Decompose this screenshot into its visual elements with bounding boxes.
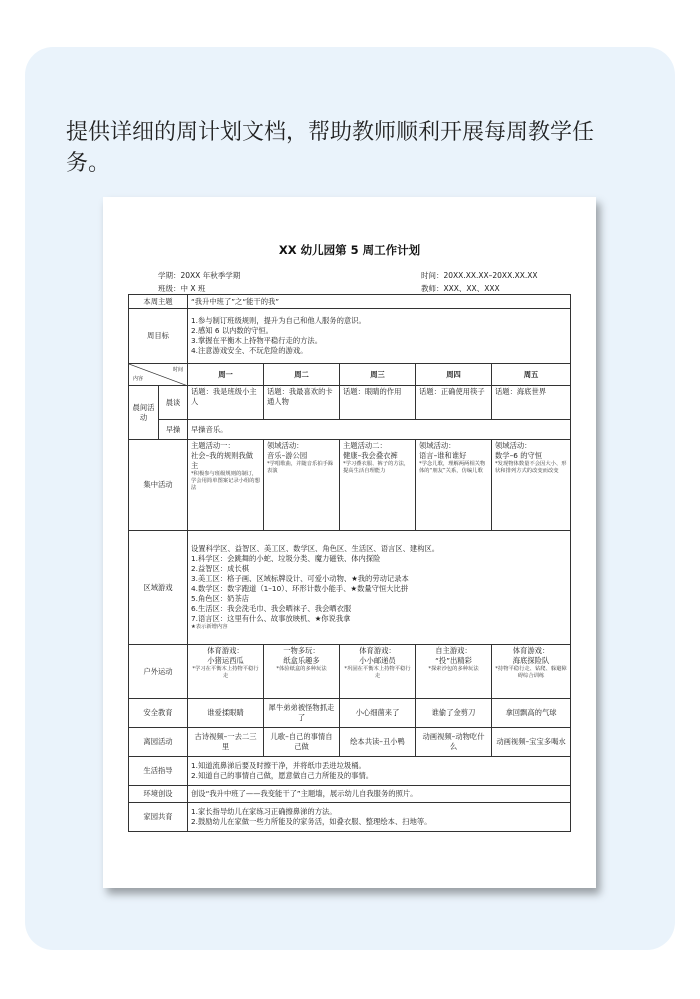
day-header-row (129, 364, 571, 386)
leave-row (129, 728, 571, 757)
leave-label: 离园活动 (129, 728, 188, 757)
talk-label: 晨谈 (159, 386, 188, 420)
area-game-row (129, 531, 571, 645)
safety-cell: 犀牛弟弟被怪物抓走了 (264, 699, 340, 728)
home-item: 1.家长指导幼儿在家练习正确擦鼻涕的方法。 (191, 807, 337, 816)
env-label: 环境创设 (129, 786, 188, 803)
talk-cell: 话题：我最喜欢的卡通人物 (264, 386, 340, 420)
outdoor-cell (340, 645, 416, 699)
theme-row (129, 295, 571, 309)
goal-item: 4.注意游戏安全、不玩危险的游戏。 (191, 346, 308, 355)
area-item: 7.语言区：这里有什么、故事放映机、★你说我拿 (191, 614, 351, 623)
class-info: 班级：中 X 班 (158, 284, 206, 293)
outdoor-cell (492, 645, 571, 699)
group-cell (416, 440, 492, 531)
exercise-row (129, 420, 571, 440)
group-name: 语言–谁和谁好 (419, 451, 467, 460)
life-list (188, 757, 571, 786)
safety-cell: 拿回飘高的气球 (492, 699, 571, 728)
outdoor-note: *持物平稳行走、钻爬、躲避障碍综合训练 (495, 666, 567, 679)
outdoor-cell (188, 645, 264, 699)
group-title: 领域活动： (419, 441, 456, 450)
group-title: 主题活动一： (191, 441, 235, 450)
outdoor-name: 小小邮递员 (359, 656, 396, 665)
group-note: *发现物体数量不会因大小、形状和排列方式的改变而改变 (495, 461, 567, 474)
group-note: *学唱歌曲，并随音乐拍手跺表演 (267, 461, 334, 474)
leave-cell: 动画视频–动物吃什么 (416, 728, 492, 757)
safety-cell: 谁爱揉眼睛 (188, 699, 264, 728)
area-list (188, 531, 571, 645)
talk-cell: 话题：我是班级小主人 (188, 386, 264, 420)
home-row (129, 803, 571, 832)
area-item: 设置科学区、益智区、美工区、数学区、角色区、生活区、语言区、建构区。 (191, 544, 440, 553)
header-time: 时间 (172, 367, 183, 373)
outdoor-name: 纸盒乐趣多 (283, 656, 320, 665)
outdoor-name: “投”出精彩 (435, 656, 472, 665)
group-cell (340, 440, 416, 531)
group-title: 主题活动二： (343, 441, 387, 450)
environment-row (129, 786, 571, 803)
area-item: 1.科学区：会跳舞的小蛇、垃圾分类、魔力磁铁、体内探险 (191, 554, 381, 563)
outdoor-name: 海底探险队 (512, 656, 550, 665)
document-title: XX 幼儿园第 5 周工作计划 (278, 243, 421, 257)
leave-cell: 绘本共读–丑小鸭 (340, 728, 416, 757)
leave-cell: 古诗视频–一去二三里 (188, 728, 264, 757)
morning-talk-row (129, 386, 571, 420)
day-thursday: 周四 (416, 364, 492, 386)
outdoor-label: 户外运动 (129, 645, 188, 699)
outdoor-title: 体育游戏： (359, 646, 396, 655)
weekly-plan-table (128, 294, 571, 832)
outdoor-note: *巩固在平衡木上持物平稳行走 (344, 666, 411, 679)
exercise-label: 早操 (159, 420, 188, 440)
leave-cell: 动画视频–宝宝多喝水 (492, 728, 571, 757)
group-name: 数学–6 的守恒 (495, 451, 543, 460)
group-name: 音乐–游公园 (267, 451, 308, 460)
morning-label: 晨间活动 (129, 386, 159, 440)
semester-info: 学期：20XX 年秋季学期 (158, 271, 241, 280)
header-content: 内容 (133, 376, 144, 382)
group-activity-row (129, 440, 571, 531)
diagonal-header-cell (129, 364, 188, 386)
home-label: 家园共育 (129, 803, 188, 832)
time-info: 时间：20XX.XX.XX–20XX.XX.XX (421, 271, 538, 280)
group-cell (492, 440, 571, 531)
outdoor-title: 自主游戏： (435, 646, 472, 655)
leave-cell: 儿歌–自己的事情自己做 (264, 728, 340, 757)
area-item: 6.生活区：我会洗毛巾、我会晒袜子、我会晒衣服 (191, 604, 352, 613)
area-footnote: ★表示新增内容 (191, 624, 228, 630)
area-item: 4.数学区：数字跑道（1–10）、环形计数小能手、★数量守恒大比拼 (191, 584, 409, 593)
area-item: 2.益智区：成长棋 (191, 564, 250, 573)
group-note: *学习叠衣服、裤子的方法，提高生活自理能力 (343, 461, 410, 474)
outdoor-title: 体育游戏： (207, 646, 244, 655)
group-cell (264, 440, 340, 531)
goal-item: 1.参与制订班级规则，提升为自己和他人服务的意识。 (191, 316, 366, 325)
life-item: 1.知道流鼻涕后要及时擦干净，并将纸巾丢进垃圾桶。 (191, 761, 366, 770)
safety-row (129, 699, 571, 728)
outdoor-note: *学习在平衡木上持物平稳行走 (192, 666, 259, 679)
outdoor-title: 体育游戏： (512, 646, 550, 655)
group-name: 健康–我会叠衣裤 (343, 451, 398, 460)
group-label: 集中活动 (129, 440, 188, 531)
exercise-value: 早操音乐。 (188, 420, 571, 440)
env-value: 创设“我升中班了——我变能干了”主题墙，展示幼儿自我服务的照片。 (188, 786, 571, 803)
day-monday: 周一 (188, 364, 264, 386)
area-item: 3.美工区：格子画、区域标牌设计、可爱小动物、★我的劳动记录本 (191, 574, 409, 583)
outdoor-cell (416, 645, 492, 699)
life-item: 2.知道自己的事情自己做，愿意做自己力所能及的事情。 (191, 771, 374, 780)
goal-list (188, 309, 571, 364)
teacher-info: 教师：XXX、XX、XXX (421, 284, 500, 293)
group-note: *积极参与班级规则的制订，学会用简单图案记录小组的想法 (191, 471, 260, 491)
life-row (129, 757, 571, 786)
outdoor-title: 一物多玩： (283, 646, 320, 655)
group-name: 社会–我的规则我做主 (191, 451, 254, 470)
area-label: 区域游戏 (129, 531, 188, 645)
life-label: 生活指导 (129, 757, 188, 786)
outdoor-name: 小猪运西瓜 (207, 656, 244, 665)
group-title: 领域活动： (267, 441, 304, 450)
goal-label: 周目标 (129, 309, 188, 364)
safety-cell: 谁偷了金剪刀 (416, 699, 492, 728)
goal-item: 3.掌握在平衡木上持物平稳行走的方法。 (191, 336, 323, 345)
home-list (188, 803, 571, 832)
day-friday: 周五 (492, 364, 571, 386)
outdoor-note: *体验纸盒的多种玩法 (276, 666, 327, 672)
headline: 提供详细的周计划文档，帮助教师顺利开展每周教学任务。 (66, 120, 595, 176)
group-cell (188, 440, 264, 531)
day-tuesday: 周二 (264, 364, 340, 386)
day-wednesday: 周三 (340, 364, 416, 386)
safety-label: 安全教育 (129, 699, 188, 728)
group-note: *学念儿歌，理解两两相关物体的“朋友”关系，仿编儿歌 (419, 461, 486, 474)
talk-cell: 话题：正确使用筷子 (416, 386, 492, 420)
goal-row (129, 309, 571, 364)
home-item: 2.鼓励幼儿在家做一些力所能及的家务活，如叠衣服、整理绘本、扫地等。 (191, 817, 432, 826)
outdoor-cell (264, 645, 340, 699)
talk-cell: 话题：海底世界 (492, 386, 571, 420)
group-title: 领域活动： (495, 441, 532, 450)
outdoor-note: *探索沙包的多种玩法 (428, 666, 479, 672)
talk-cell: 话题：眼睛的作用 (340, 386, 416, 420)
safety-cell: 小心细菌来了 (340, 699, 416, 728)
goal-item: 2.感知 6 以内数的守恒。 (191, 326, 273, 335)
outdoor-row (129, 645, 571, 699)
area-item: 5.角色区：奶茶店 (191, 594, 250, 603)
theme-label: 本周主题 (129, 295, 188, 309)
theme-value: “我升中班了”之“能干的我” (188, 295, 571, 309)
